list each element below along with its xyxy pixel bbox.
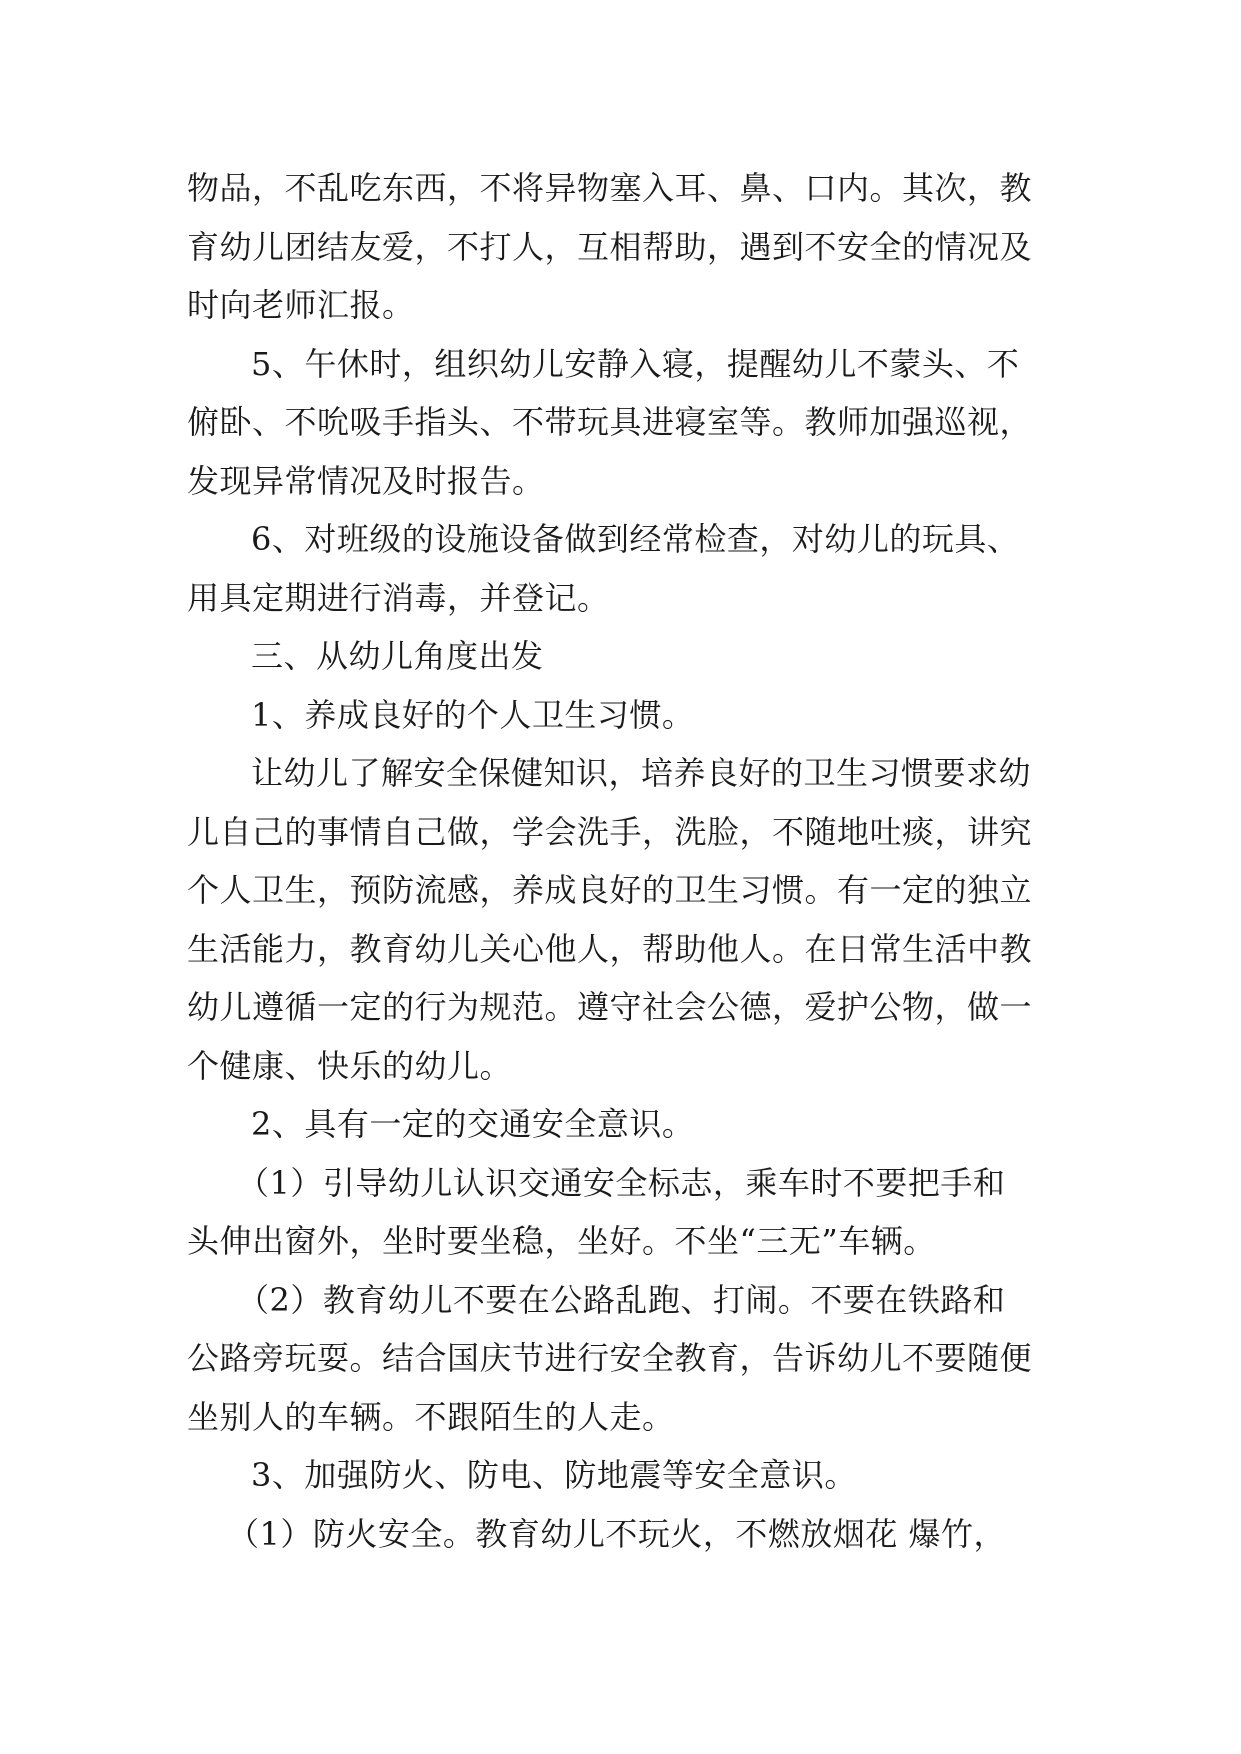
text-line: 个人卫生，预防流感，养成良好的卫生习惯。有一定的独立	[187, 871, 1033, 909]
text-line: 幼儿遵循一定的行为规范。遵守社会公德，爱护公物，做一	[187, 988, 1033, 1026]
section-heading: 三、从幼儿角度出发	[251, 637, 544, 675]
text-line: 坐别人的车辆。不跟陌生的人走。	[187, 1397, 675, 1436]
text-line: 公路旁玩耍。结合国庆节进行安全教育，告诉幼儿不要随便	[187, 1339, 1033, 1377]
text-line: （1）引导幼儿认识交通安全标志，乘车时不要把手和	[237, 1163, 1006, 1202]
text-line: 儿自己的事情自己做，学会洗手，洗脸，不随地吐痰，讲究	[187, 812, 1033, 851]
text-line: 个健康、快乐的幼儿。	[187, 1046, 513, 1085]
text-line: 用具定期进行消毒，并登记。	[187, 578, 610, 617]
text-line: 头伸出窗外，坐时要坐稳，坐好。不坐“三无”车辆。	[187, 1222, 936, 1260]
text-line: 时向老师汇报。	[187, 286, 415, 324]
subsection-heading: 2、具有一定的交通安全意识。	[251, 1105, 695, 1143]
text-line: 物品，不乱吃东西，不将异物塞入耳、鼻、口内。其次，教	[187, 169, 1033, 207]
text-line: （1）防火安全。教育幼儿不玩火，不燃放烟花 爆竹，	[227, 1514, 1007, 1553]
subsection-heading: 1、养成良好的个人卫生习惯。	[251, 695, 695, 734]
text-line: 发现异常情况及时报告。	[187, 461, 545, 500]
text-line: 俯卧、不吮吸手指头、不带玩具进寝室等。教师加强巡视，	[187, 403, 1033, 441]
text-line: 生活能力，教育幼儿关心他人，帮助他人。在日常生活中教	[187, 929, 1033, 968]
text-line: 6、对班级的设施设备做到经常检查，对幼儿的玩具、	[251, 520, 1020, 558]
text-line: （2）教育幼儿不要在公路乱跑、打闹。不要在铁路和	[237, 1280, 1006, 1319]
text-line: 让幼儿了解安全保健知识，培养良好的卫生习惯要求幼	[251, 754, 1032, 792]
subsection-heading: 3、加强防火、防电、防地震等安全意识。	[251, 1456, 857, 1494]
text-line: 育幼儿团结友爱，不打人，互相帮助，遇到不安全的情况及	[187, 227, 1033, 266]
body-text	[187, 159, 1057, 1563]
text-line: 5、午休时，组织幼儿安静入寝，提醒幼儿不蒙头、不	[251, 344, 1020, 383]
